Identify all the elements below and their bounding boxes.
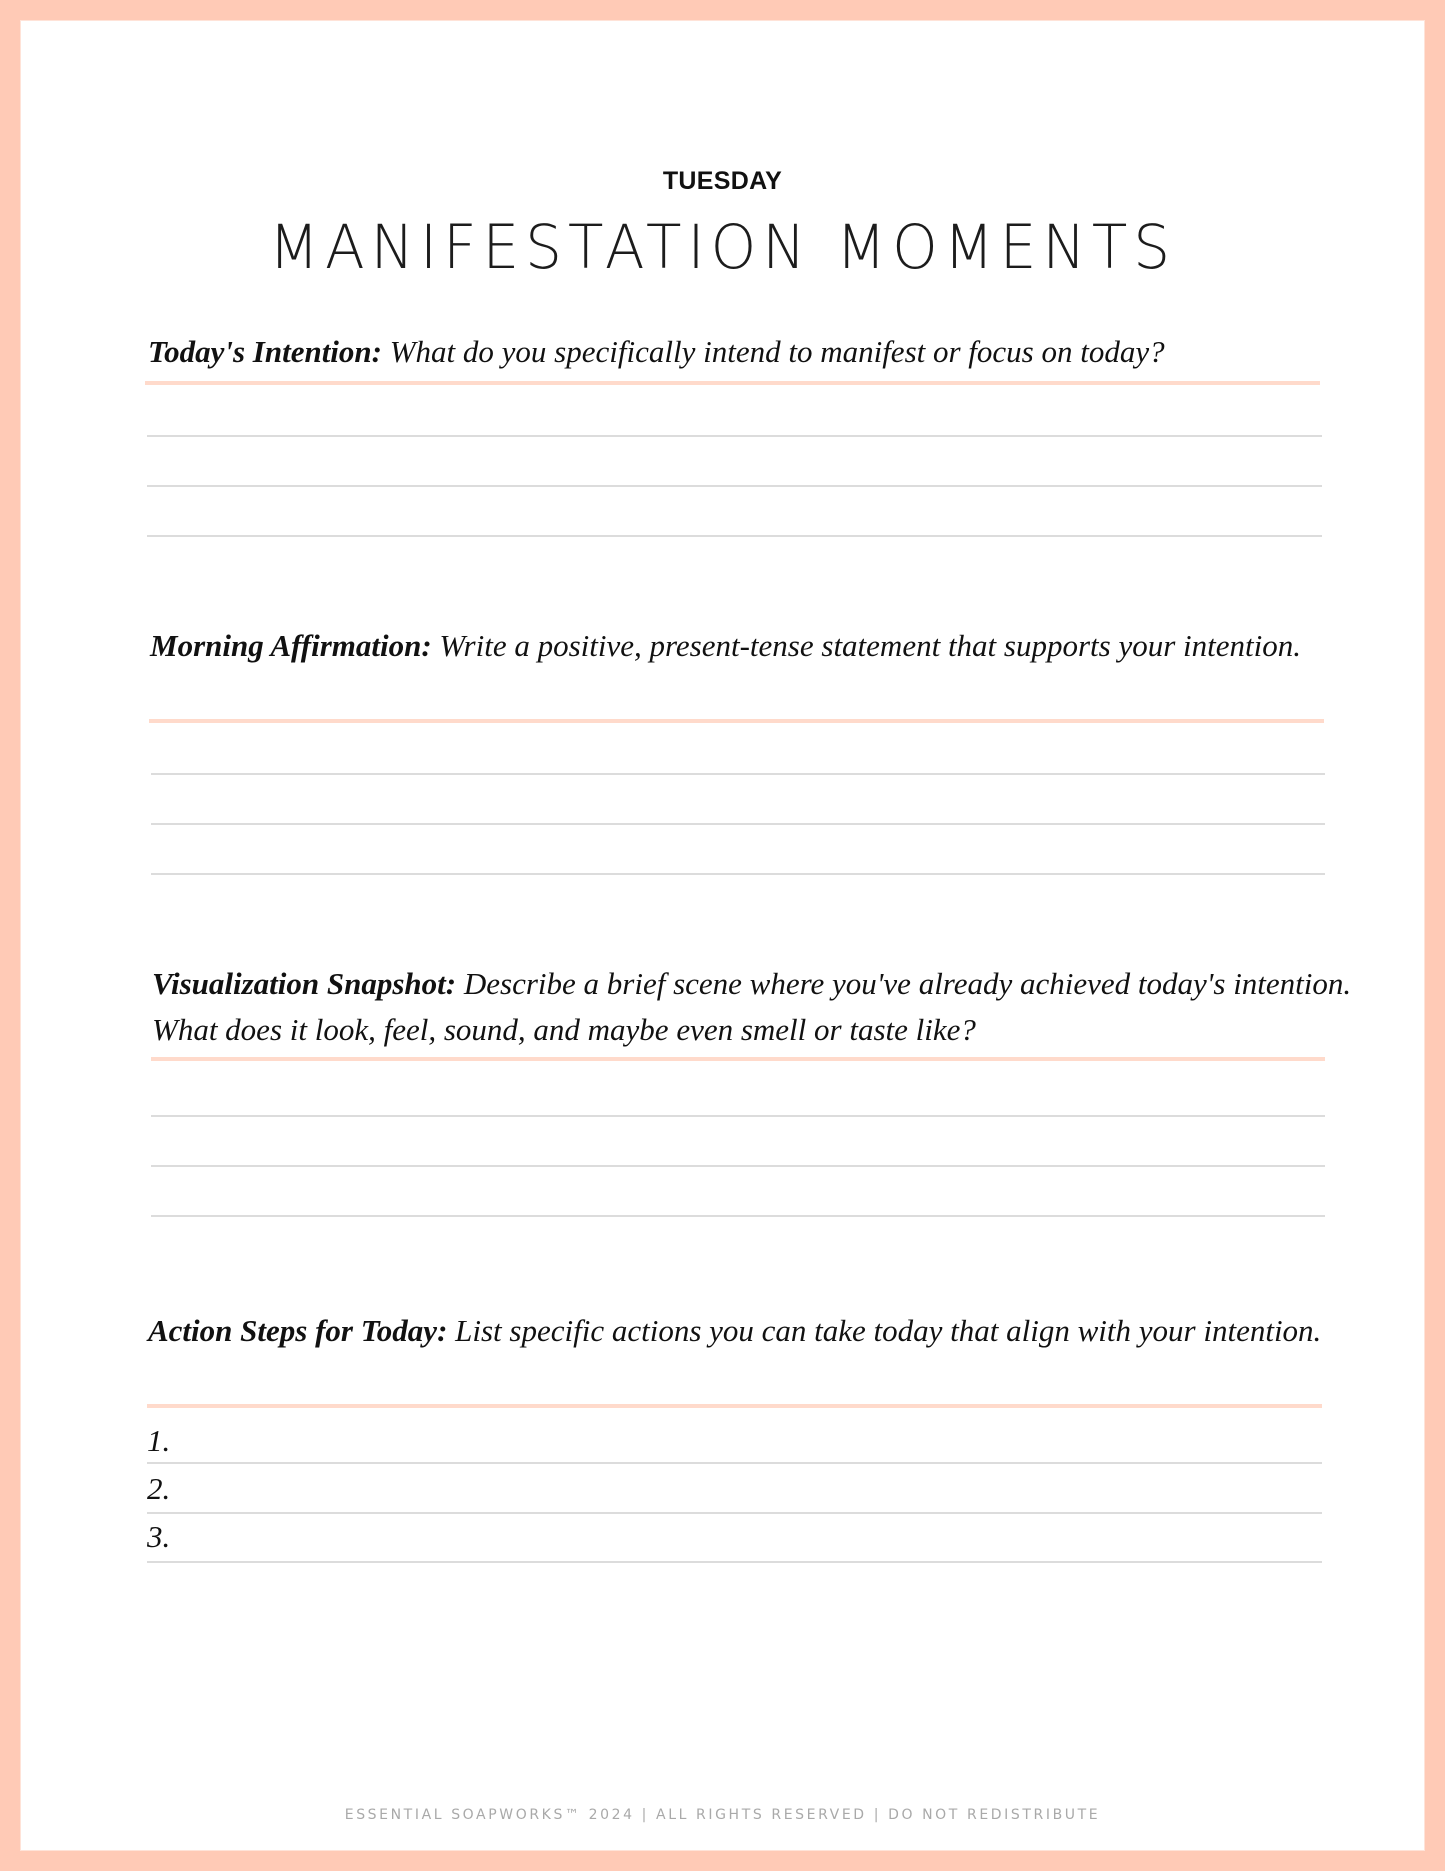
writing-line[interactable] [147, 535, 1322, 537]
worksheet-page [21, 21, 1424, 1850]
section-heading [152, 961, 1352, 1053]
writing-line[interactable] [151, 773, 1325, 775]
action-step-line[interactable] [147, 1561, 1322, 1563]
section-divider [145, 381, 1320, 385]
action-step-number: 2. [147, 1471, 171, 1506]
section-divider [147, 1404, 1322, 1408]
writing-line[interactable] [147, 485, 1322, 487]
section-heading [148, 329, 1328, 375]
section-heading [148, 1308, 1328, 1354]
section-label: Morning Affirmation: [150, 628, 432, 663]
writing-line[interactable] [151, 1115, 1325, 1117]
section-divider [151, 1057, 1325, 1061]
section-prompt: Write a positive, present-tense statement that supports your intention. [431, 628, 1302, 663]
action-step-line[interactable] [147, 1512, 1322, 1514]
section-prompt: List specific actions you can take today that align with your intention. [447, 1313, 1322, 1348]
section-label: Visualization Snapshot: [152, 966, 457, 1001]
section-label: Action Steps for Today: [148, 1313, 448, 1348]
section-prompt: What do you specifically intend to manifest or focus on today? [381, 334, 1165, 369]
section-heading [150, 623, 1325, 669]
page-title: MANIFESTATION MOMENTS [268, 211, 1177, 283]
section-label: Today's Intention: [148, 334, 382, 369]
copyright-footer: ESSENTIAL SOAPWORKS™ 2024 | ALL RIGHTS RESERVED | DO NOT REDISTRIBUTE [344, 1807, 1101, 1823]
action-step-number: 1. [147, 1423, 171, 1458]
writing-line[interactable] [147, 435, 1322, 437]
writing-line[interactable] [151, 1215, 1325, 1217]
writing-line[interactable] [151, 1165, 1325, 1167]
action-step-number: 3. [147, 1519, 171, 1554]
section-divider [149, 719, 1324, 723]
section-prompt: Describe a brief scene where you've already achieved today's intention. What does it look, feel, sound, and maybe even smell or taste like? [152, 966, 1352, 1047]
day-label: TUESDAY [662, 167, 783, 195]
writing-line[interactable] [151, 873, 1325, 875]
writing-line[interactable] [151, 823, 1325, 825]
action-step-line[interactable] [147, 1462, 1322, 1464]
